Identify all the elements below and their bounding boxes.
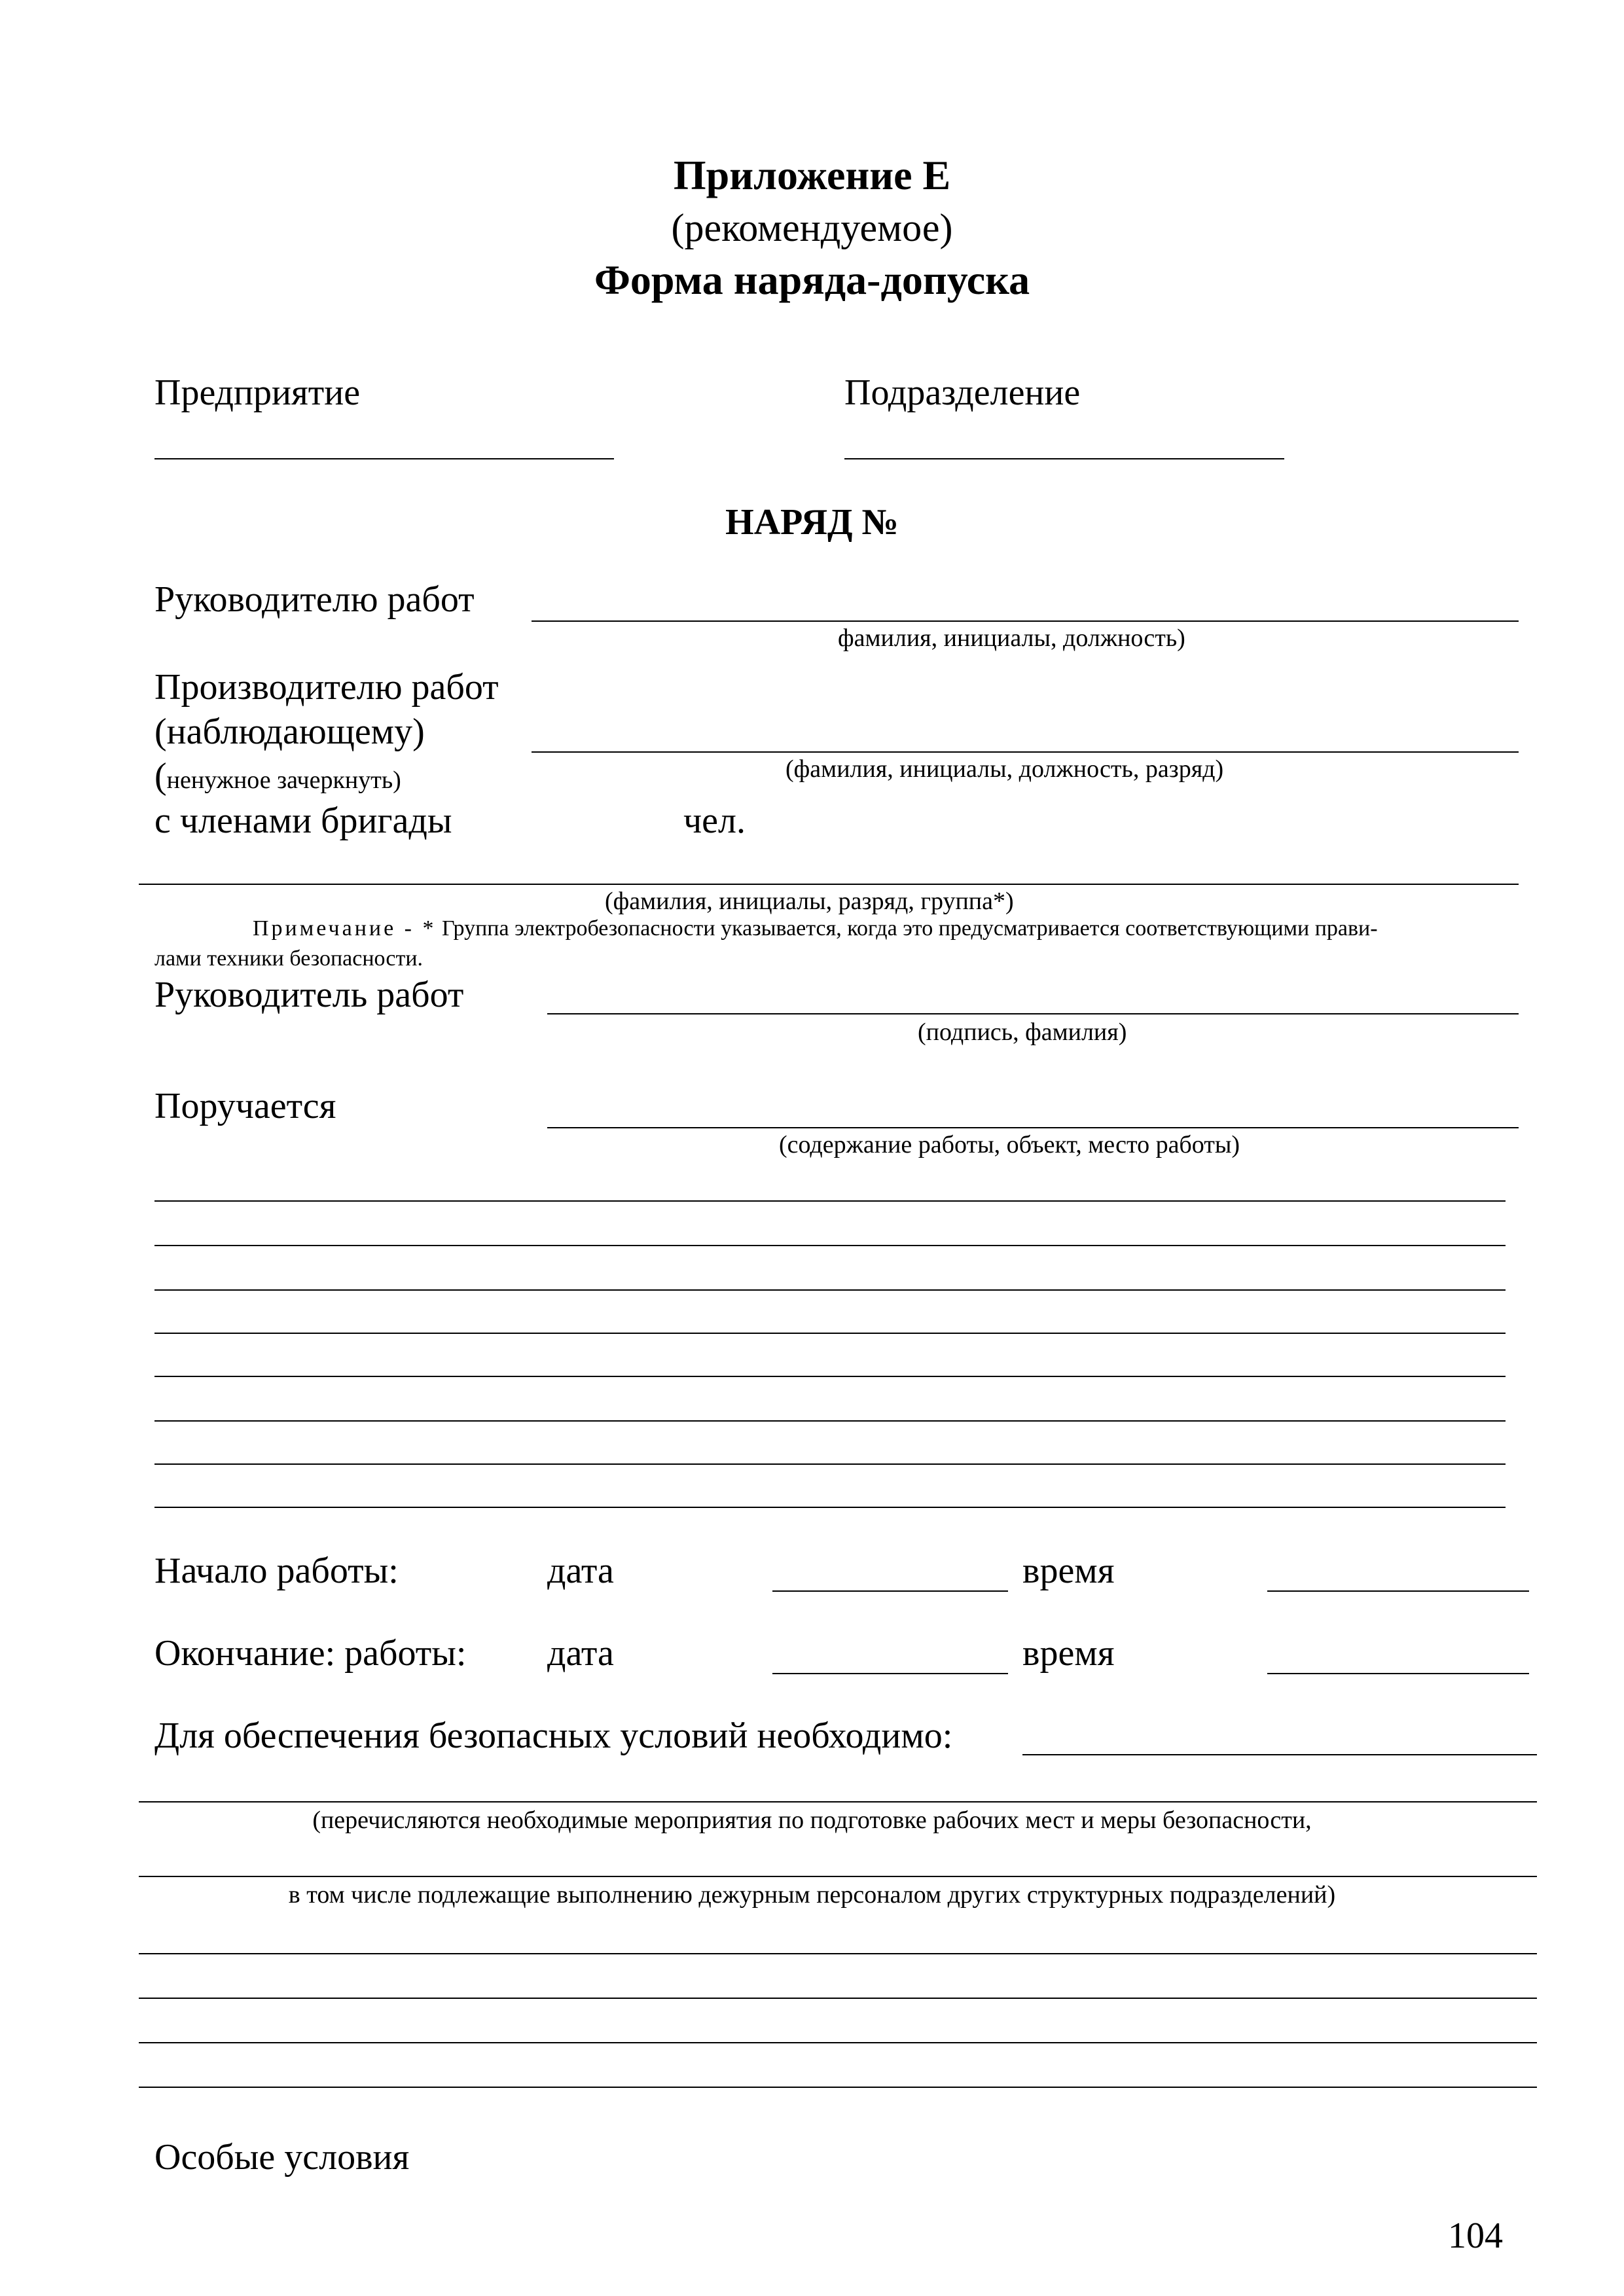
safety-field[interactable]: [1022, 1754, 1537, 1755]
enterprise-label: Предприятие: [154, 372, 361, 413]
strike-out-note: [154, 758, 401, 795]
safety-line-3[interactable]: [139, 1953, 1537, 1954]
safety-line-6[interactable]: [139, 2087, 1537, 2088]
safety-line-4[interactable]: [139, 1998, 1537, 1999]
work-manager-label: Руководителю работ: [154, 579, 475, 620]
special-conditions-label: Особые условия: [154, 2137, 410, 2178]
safety-label: Для обеспечения безопасных условий необходимо:: [154, 1715, 953, 1756]
safety-line-1[interactable]: [139, 1801, 1537, 1803]
end-date-field[interactable]: [772, 1673, 1008, 1674]
work-performer-field[interactable]: [532, 751, 1519, 753]
start-date-field[interactable]: [772, 1590, 1008, 1592]
assignment-field[interactable]: [547, 1127, 1519, 1128]
safety-line-5[interactable]: [139, 2042, 1537, 2043]
assignment-line-8[interactable]: [154, 1507, 1506, 1508]
note-line-1: [253, 918, 1378, 940]
work-manager-field[interactable]: [532, 620, 1519, 622]
manager-signature-caption: (подпись, фамилия): [918, 1018, 1127, 1046]
division-field[interactable]: [844, 458, 1284, 459]
start-time-label: время: [1022, 1551, 1115, 1591]
form-title: Форма наряда-допуска: [594, 257, 1030, 303]
team-caption: (фамилия, инициалы, разряд, группа*): [605, 888, 1014, 915]
team-count-unit: чел.: [683, 800, 746, 841]
assignment-line-1[interactable]: [154, 1200, 1506, 1202]
order-title: НАРЯД №: [725, 502, 899, 543]
end-date-label: дата: [547, 1633, 614, 1674]
team-members-field[interactable]: [139, 884, 1519, 885]
observer-label: (наблюдающему): [154, 711, 425, 752]
manager-signature-field[interactable]: [547, 1013, 1519, 1014]
assignment-line-4[interactable]: [154, 1333, 1506, 1334]
start-date-label: дата: [547, 1551, 614, 1591]
appendix-title: Приложение Е: [673, 152, 951, 198]
team-label: с членами бригады: [154, 800, 452, 841]
manager-signature-label: Руководитель работ: [154, 975, 464, 1015]
page-number: 104: [1448, 2215, 1503, 2256]
division-label: Подразделение: [844, 372, 1081, 413]
safety-caption-2: в том числе подлежащие выполнению дежурным персоналом других структурных подразделений): [288, 1881, 1336, 1909]
assignment-line-6[interactable]: [154, 1420, 1506, 1422]
start-label: Начало работы:: [154, 1551, 399, 1591]
end-time-field[interactable]: [1267, 1673, 1529, 1674]
assignment-line-2[interactable]: [154, 1245, 1506, 1246]
work-performer-label: Производителю работ: [154, 667, 499, 708]
strike-out-text: ненужное зачеркнуть): [166, 766, 401, 794]
safety-caption-1: (перечисляются необходимые мероприятия по подготовке рабочих мест и меры безопасности,: [312, 1806, 1312, 1834]
assignment-label: Поручается: [154, 1086, 336, 1126]
end-label: Окончание: работы:: [154, 1633, 467, 1674]
safety-line-2[interactable]: [139, 1876, 1537, 1877]
end-time-label: время: [1022, 1633, 1115, 1674]
appendix-subtitle: (рекомендуемое): [671, 206, 953, 249]
start-time-field[interactable]: [1267, 1590, 1529, 1592]
assignment-line-3[interactable]: [154, 1289, 1506, 1291]
enterprise-field[interactable]: [154, 458, 614, 459]
assignment-line-7[interactable]: [154, 1463, 1506, 1465]
work-performer-caption: (фамилия, инициалы, должность, разряд): [785, 755, 1224, 783]
note-text: Группа электробезопасности указывается, когда это предусматривается соответствующими прави-: [442, 916, 1378, 941]
assignment-line-5[interactable]: [154, 1376, 1506, 1377]
note-line-2: лами техники безопасности.: [154, 946, 424, 971]
work-manager-caption: фамилия, инициалы, должность): [838, 624, 1185, 652]
note-prefix: Примечание - *: [253, 916, 437, 941]
assignment-caption: (содержание работы, объект, место работы): [779, 1131, 1240, 1158]
strike-out-paren: (: [154, 756, 167, 797]
